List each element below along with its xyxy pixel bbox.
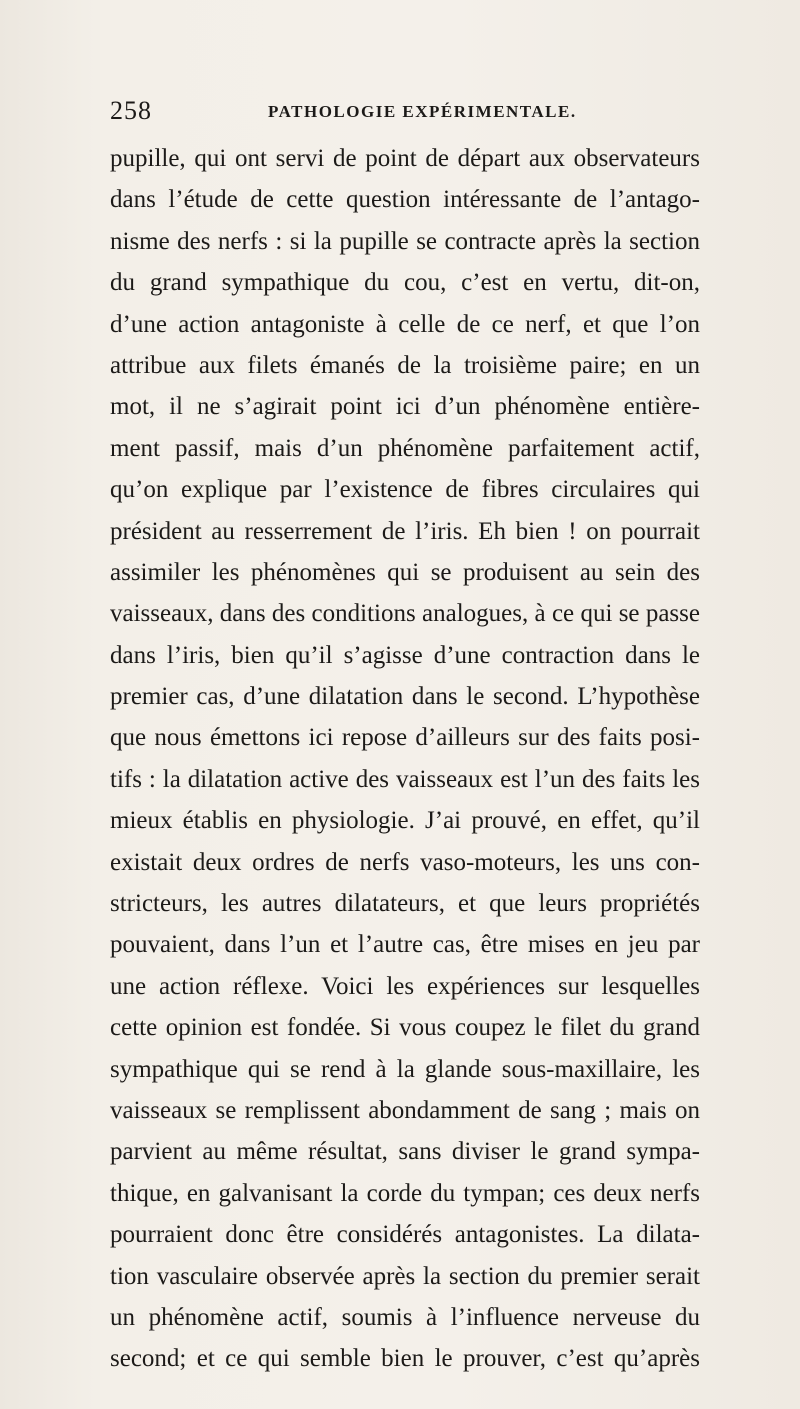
text-line: mieux établis en physiologie. J’ai prouvé, en effet, qu’il — [110, 807, 700, 835]
text-line: stricteurs, les autres dilatateurs, et que leurs propriétés — [110, 890, 700, 918]
running-title: PATHOLOGIE EXPÉRIMENTALE. — [268, 102, 577, 121]
text-line: cette opinion est fondée. Si vous coupez le filet du grand — [110, 1014, 700, 1042]
text-line: sympathique qui se rend à la glande sous-maxillaire, les — [110, 1055, 700, 1083]
text-line: tifs : la dilatation active des vaisseaux est l’un des faits les — [110, 765, 700, 793]
text-line: second; et ce qui semble bien le prouver, c’est qu’après — [110, 1345, 700, 1373]
text-line: mot, il ne s’agirait point ici d’un phénomène entière- — [110, 393, 700, 421]
body-text — [110, 138, 700, 1380]
text-line: pupille, qui ont servi de point de départ aux observateurs — [110, 145, 700, 172]
text-line: un phénomène actif, soumis à l’influence nerveuse du — [110, 1303, 700, 1331]
text-line: qu’on explique par l’existence de fibres circulaires qui — [110, 476, 700, 504]
text-line: dans l’iris, bien qu’il s’agisse d’une contraction dans le — [110, 641, 700, 669]
page-header — [110, 96, 695, 132]
text-line: vaisseaux se remplissent abondamment de sang ; mais on — [110, 1096, 700, 1124]
text-line: existait deux ordres de nerfs vaso-moteurs, les uns con- — [110, 848, 700, 876]
text-line: que nous émettons ici repose d’ailleurs sur des faits posi- — [110, 724, 700, 752]
text-line: attribue aux filets émanés de la troisième paire; en un — [110, 351, 700, 379]
text-line: du grand sympathique du cou, c’est en vertu, dit-on, — [110, 269, 700, 297]
text-line: tion vasculaire observée après la section du premier serait — [110, 1262, 700, 1290]
text-line: pourraient donc être considérés antagonistes. La dilata- — [110, 1221, 700, 1249]
page-number: 258 — [110, 96, 152, 125]
text-line: dans l’étude de cette question intéressante de l’antago- — [110, 186, 700, 214]
text-line: une action réflexe. Voici les expériences sur lesquelles — [110, 972, 700, 1000]
text-line: vaisseaux, dans des conditions analogues, à ce qui se passe — [110, 600, 700, 628]
text-line: nisme des nerfs : si la pupille se contracte après la section — [110, 227, 700, 255]
text-line: parvient au même résultat, sans diviser le grand sympa- — [110, 1138, 700, 1166]
text-line: président au resserrement de l’iris. Eh bien ! on pourrait — [110, 517, 700, 545]
text-line: d’une action antagoniste à celle de ce nerf, et que l’on — [110, 310, 700, 338]
text-line: premier cas, d’une dilatation dans le second. L’hypothèse — [110, 683, 700, 711]
text-line: ment passif, mais d’un phénomène parfaitement actif, — [110, 434, 700, 462]
text-line: assimiler les phénomènes qui se produisent au sein des — [110, 558, 700, 586]
text-line: thique, en galvanisant la corde du tympan; ces deux nerfs — [110, 1179, 700, 1207]
text-line: pouvaient, dans l’un et l’autre cas, être mises en jeu par — [110, 931, 700, 959]
